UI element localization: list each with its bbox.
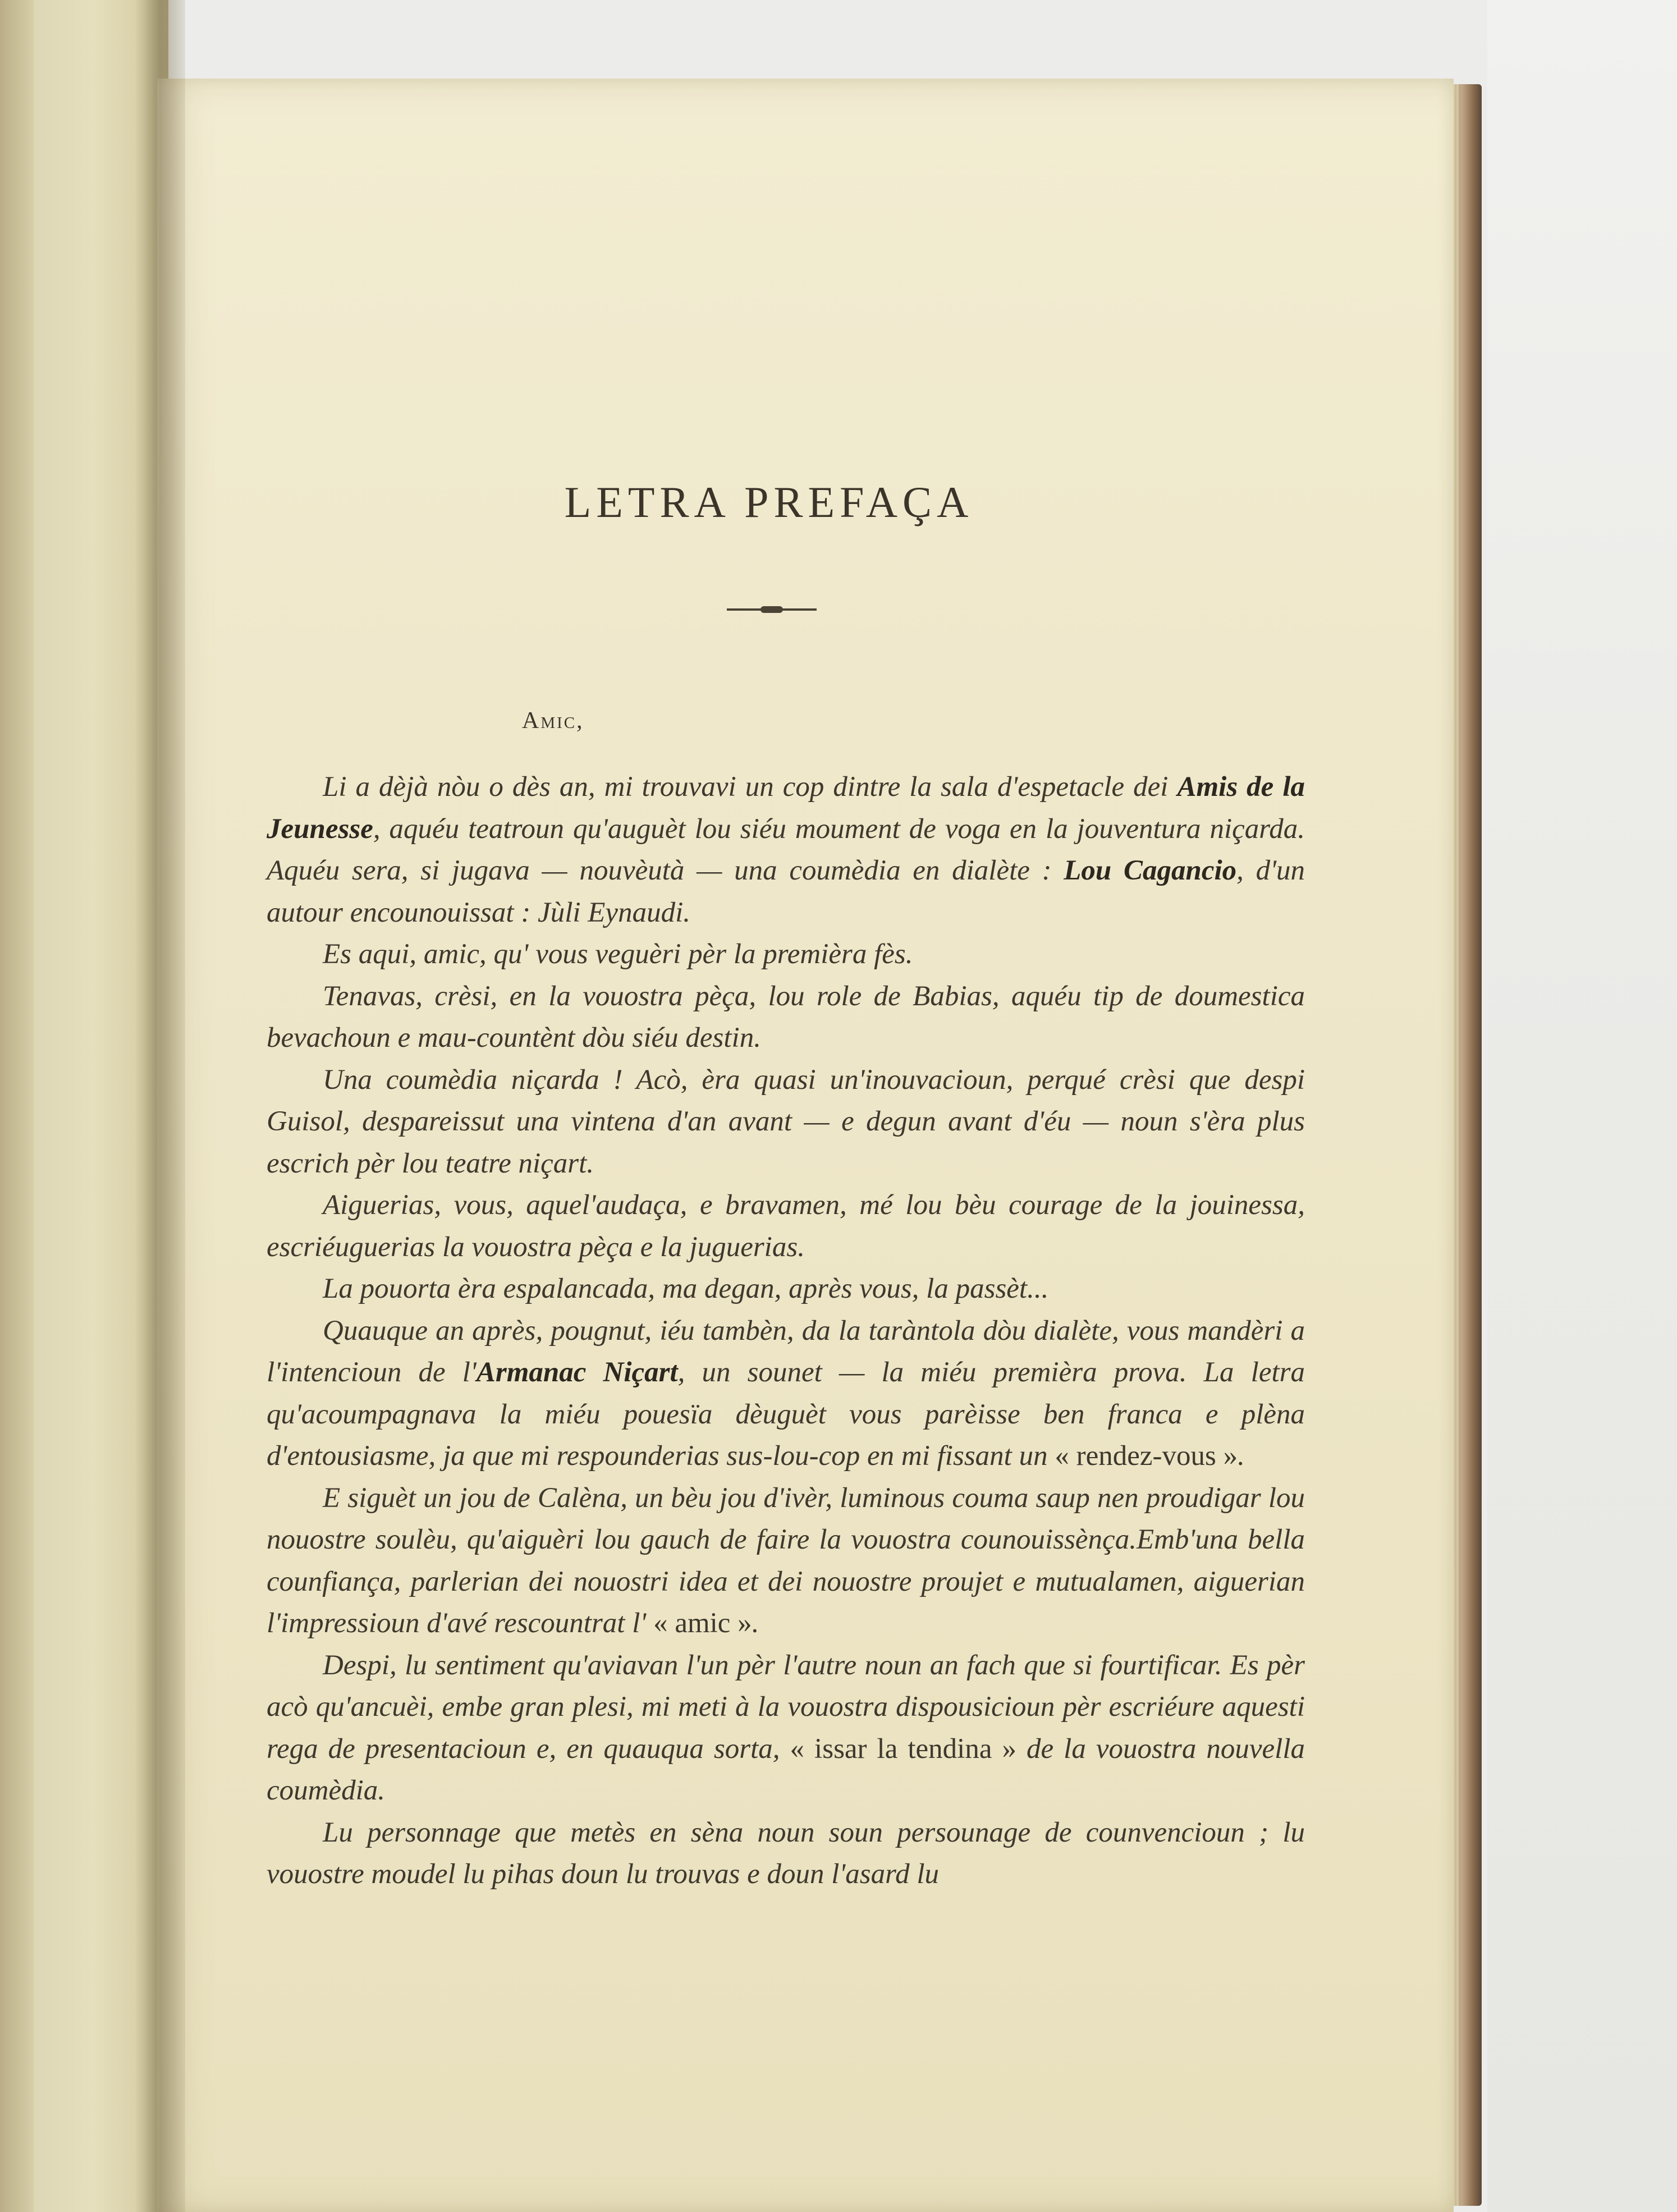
body-text (267, 766, 1305, 1895)
paragraph (267, 933, 1305, 976)
emphasized-title: Armanac Niçart (476, 1357, 678, 1388)
paragraph (267, 766, 1305, 933)
text-run: Aiguerias, vous, aquel'audaça, e bravamen, mé lou bèu courage de la jouinessa, escriéuguerias la vouostra pèça e la juguerias. (267, 1189, 1305, 1263)
text-run: , un sounet — la miéu premièra prova. La letra qu'acoumpagnava la miéu pouesïa dèuguèt vous parèisse ben franca e plèna d'entousiasme, ja que mi respounderias sus-lou-cop en mi fissant un (267, 1357, 1305, 1472)
emphasized-title: Amis de la Jeunesse (267, 771, 1305, 845)
text-run: « amic » (653, 1608, 752, 1639)
text-run: . (1238, 1440, 1245, 1472)
text-run: , aquéu teatroun qu'auguèt lou siéu moument de voga en la jouventura niçarda. Aquéu sera, si jugava — nouvèutà — una coumèdia en dialète : (267, 813, 1305, 886)
emphasized-title: Lou Cagancio (1064, 855, 1237, 886)
text-run: Quauque an après, pougnut, iéu tambèn, da la taràntola dòu dialète, vous mandèri a l'intencioun de l' (267, 1315, 1305, 1388)
salutation: Amic, (522, 708, 584, 734)
paragraph (267, 976, 1305, 1059)
paragraph (267, 1059, 1305, 1185)
page-title: LETRA PREFAÇA (564, 478, 974, 526)
text-run: Li a dèjà nòu o dès an, mi trouvavi un cop dintre la sala d'espetacle dei (323, 771, 1177, 803)
facing-page-edge (0, 0, 34, 2212)
paragraph (267, 1268, 1305, 1310)
text-run: Es aqui, amic, qu' vous veguèri pèr la premièra fès. (323, 938, 913, 970)
paragraph (267, 1645, 1305, 1812)
text-run: Lu personnage que metès en sèna noun soun persounage de counvencioun ; lu vouostre moudel lu pihas doun lu trouvas e doun l'asard lu (267, 1816, 1305, 1890)
paragraph (267, 1477, 1305, 1645)
text-run: Tenavas, crèsi, en la vouostra pèça, lou role de Babias, aquéu tip de doumestica bevachoun e mau-countènt dòu siéu destin. (267, 980, 1305, 1054)
title-rule-ornament (760, 606, 783, 613)
text-run: de la vouostra nouvella coumèdia. (267, 1733, 1305, 1806)
text-run: Despi, lu sentiment qu'aviavan l'un pèr l'autre noun an fach que si fourtificar. Es pèr acò qu'ancuèi, embe gran plesi, mi meti à la vouostra dispousicioun pèr escriéure aquesti rega de presentacioun e, en quauqua sorta, (267, 1649, 1305, 1765)
paragraph (267, 1310, 1305, 1477)
paragraph (267, 1184, 1305, 1268)
text-run: Una coumèdia niçarda ! Acò, èra quasi un'inouvacioun, perqué crèsi que despi Guisol, despareissut una vintena d'an avant — e degun avant d'éu — noun s'èra plus escrich pèr lou teatre niçart. (267, 1064, 1305, 1179)
text-run: , d'un autour encounouissat : Jùli Eynaudi. (267, 855, 1305, 928)
text-run: . (752, 1608, 759, 1639)
text-run: « rendez-vous » (1055, 1440, 1238, 1472)
paragraph (267, 1812, 1305, 1895)
text-run: E siguèt un jou de Calèna, un bèu jou d'ivèr, luminous couma saup nen proudigar lou nouostre soulèu, qu'aiguèri lou gauch de faire la vouostra counouissènça.Emb'una bella counfiança, parlerian dei nouostri idea et dei nouostre proujet e mutualamen, aiguerian l'impressioun d'avé rescountrat l' (267, 1482, 1305, 1639)
text-run: La pouorta èra espalancada, ma degan, après vous, la passèt... (323, 1273, 1049, 1304)
text-run: « issar la tendina » (790, 1733, 1016, 1765)
book-gutter (135, 0, 185, 2212)
background-surface (1487, 0, 1677, 2212)
